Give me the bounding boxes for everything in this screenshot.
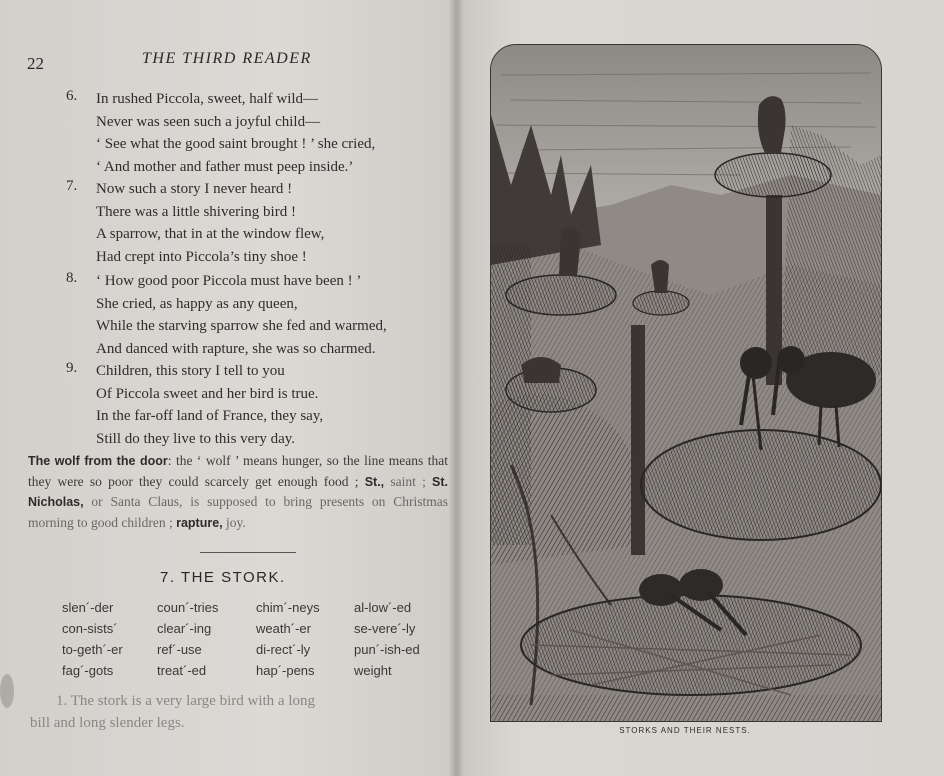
page-number: 22 (27, 54, 44, 73)
paragraph-number: 1. (56, 693, 68, 709)
poem-line: A sparrow, that in at the window flew, (96, 226, 325, 242)
poem-line: Now such a story I never heard ! (96, 181, 293, 197)
vocab-word: slen´-der (62, 600, 114, 615)
paragraph-1 (30, 690, 446, 734)
book-gutter (448, 0, 464, 776)
vocab-word: chim´-neys (256, 600, 320, 615)
stanza-number: 6. (66, 88, 78, 104)
section-divider (200, 552, 296, 553)
vocab-word: hap´-pens (256, 663, 315, 678)
vocab-word: to-geth´-er (62, 642, 123, 657)
poem-line: Had crept into Piccola’s tiny shoe ! (96, 248, 307, 265)
poem-line: ‘ See what the good saint brought ! ’ she cried, (96, 136, 376, 152)
left-page (0, 0, 457, 776)
note-term: St., (364, 474, 385, 489)
vocab-word: con-sists´ (62, 621, 118, 636)
poem-line: Never was seen such a joyful child— (96, 113, 321, 130)
vocab-word: al-low´-ed (354, 600, 412, 615)
engraving-svg (491, 45, 881, 721)
vocab-word: se-vere´-ly (354, 621, 416, 636)
note-text: joy. (222, 514, 246, 530)
running-head: THE THIRD READER (142, 50, 312, 67)
poem-line: While the starving sparrow she fed and warmed, (96, 318, 387, 334)
note-text: saint ; (384, 473, 426, 489)
note-text: or Santa Claus, is supposed to bring presents on Christmas morning to good children ; (28, 494, 448, 530)
vocab-word: weight (354, 663, 392, 678)
stanza-number: 8. (66, 270, 78, 286)
vocab-word: weath´-er (256, 621, 311, 636)
vocab-word: coun´-tries (157, 600, 219, 615)
vocab-word: clear´-ing (157, 621, 212, 636)
vocab-word: pun´-ish-ed (354, 642, 420, 657)
vocab-word: treat´-ed (157, 663, 207, 678)
poem-line: In rushed Piccola, sweet, half wild— (96, 91, 319, 107)
poem-line: ‘ How good poor Piccola must have been ! ’ (96, 273, 362, 289)
illustration-caption: STORKS AND THEIR NESTS. (619, 726, 751, 735)
note-text: : the ‘ wolf ’ means hunger, so the line means that they were so poor they could scarcely get enough food ; (28, 453, 448, 489)
glossary-notes (28, 451, 448, 533)
poem-line: In the far-off land of France, they say, (96, 408, 324, 424)
vocab-word: di-rect´-ly (256, 642, 311, 657)
vocab-word: ref´-use (157, 642, 202, 657)
poem-line: Of Piccola sweet and her bird is true. (96, 385, 319, 402)
poem-line: There was a little shivering bird ! (96, 203, 296, 220)
ground (491, 695, 881, 721)
vocab-word: fag´-gots (62, 663, 114, 678)
note-term: rapture, (176, 515, 223, 530)
stork-illustration (490, 44, 882, 722)
poem-line: Still do they live to this very day. (96, 430, 296, 447)
lesson-title: 7. THE STORK. (160, 569, 286, 586)
poem-line: And danced with rapture, she was so charmed. (96, 340, 376, 357)
paragraph-line: The stork is a very large bird with a long (70, 693, 315, 709)
stanza-number: 7. (66, 178, 78, 194)
stanza-number: 9. (66, 360, 78, 376)
note-term: St. Nicholas, (28, 474, 449, 509)
poem-line: Children, this story I tell to you (96, 363, 285, 379)
page-stain (0, 674, 14, 708)
poem-line: She cried, as happy as any queen, (96, 295, 298, 312)
paragraph-line: bill and long slender legs. (30, 715, 185, 731)
poem-line: ‘ And mother and father must peep inside.’ (96, 158, 354, 175)
note-term: The wolf from the door (28, 454, 168, 468)
